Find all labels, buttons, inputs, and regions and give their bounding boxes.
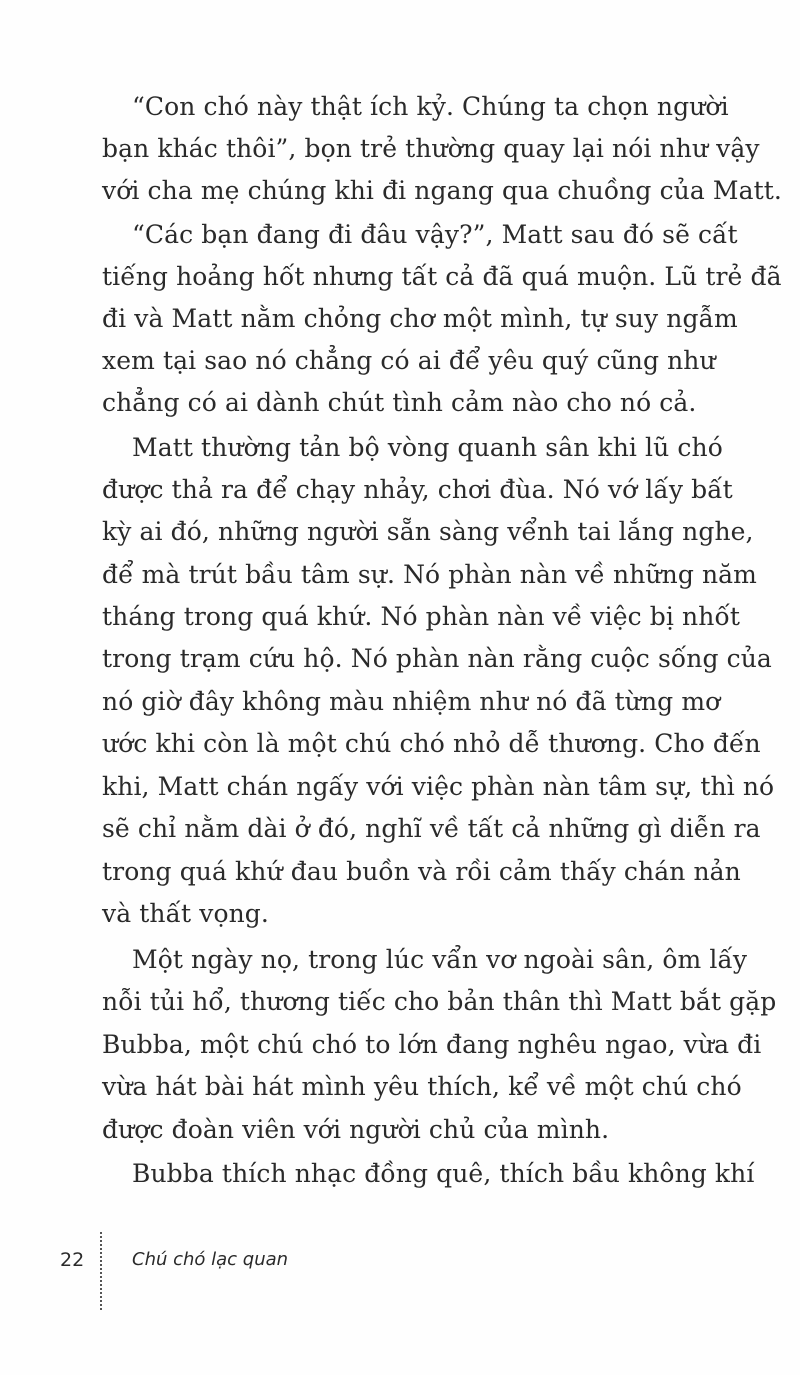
text-line: với cha mẹ chúng khi đi ngang qua chuồng của Matt. bbox=[102, 176, 782, 205]
text-line: sẽ chỉ nằm dài ở đó, nghĩ về tất cả những gì diễn ra bbox=[102, 814, 761, 843]
running-footer-title: Chú chó lạc quan bbox=[132, 1249, 289, 1270]
footer-divider bbox=[100, 1232, 102, 1310]
text-line: Bubba, một chú chó to lớn đang nghêu ngao, vừa đi bbox=[102, 1030, 762, 1059]
text-line: kỳ ai đó, những người sẵn sàng vểnh tai lắng nghe, bbox=[102, 517, 754, 546]
text-line: xem tại sao nó chẳng có ai để yêu quý cũng như bbox=[102, 346, 716, 375]
text-line: trong trạm cứu hộ. Nó phàn nàn rằng cuộc sống của bbox=[102, 644, 772, 673]
text-line: vừa hát bài hát mình yêu thích, kể về một chú chó bbox=[102, 1072, 742, 1101]
text-line: Matt thường tản bộ vòng quanh sân khi lũ chó bbox=[132, 433, 723, 462]
text-line: Bubba thích nhạc đồng quê, thích bầu không khí bbox=[132, 1159, 755, 1188]
page-number: 22 bbox=[60, 1249, 85, 1271]
text-line: khi, Matt chán ngấy với việc phàn nàn tâm sự, thì nó bbox=[102, 772, 775, 801]
text-line: và thất vọng. bbox=[102, 899, 269, 928]
text-line: “Con chó này thật ích kỷ. Chúng ta chọn người bbox=[132, 92, 729, 121]
text-line: nỗi tủi hổ, thương tiếc cho bản thân thì Matt bắt gặp bbox=[102, 987, 777, 1016]
text-line: tiếng hoảng hốt nhưng tất cả đã quá muộn. Lũ trẻ đã bbox=[102, 262, 782, 291]
text-line: được đoàn viên với người chủ của mình. bbox=[102, 1115, 610, 1144]
text-line: đi và Matt nằm chỏng chơ một mình, tự suy ngẫm bbox=[102, 304, 738, 333]
text-line: được thả ra để chạy nhảy, chơi đùa. Nó vớ lấy bất bbox=[102, 475, 733, 504]
text-line: chẳng có ai dành chút tình cảm nào cho nó cả. bbox=[102, 388, 697, 417]
text-line: tháng trong quá khứ. Nó phàn nàn về việc bị nhốt bbox=[102, 602, 740, 631]
text-line: Một ngày nọ, trong lúc vẩn vơ ngoài sân, ôm lấy bbox=[132, 945, 748, 974]
text-line: trong quá khứ đau buồn và rồi cảm thấy chán nản bbox=[102, 857, 741, 886]
text-line: bạn khác thôi”, bọn trẻ thường quay lại nói như vậy bbox=[102, 134, 760, 163]
text-line: để mà trút bầu tâm sự. Nó phàn nàn về những năm bbox=[102, 560, 757, 589]
text-line: ước khi còn là một chú chó nhỏ dễ thương. Cho đến bbox=[102, 729, 761, 758]
text-line: nó giờ đây không màu nhiệm như nó đã từng mơ bbox=[102, 687, 721, 716]
text-line: “Các bạn đang đi đâu vậy?”, Matt sau đó sẽ cất bbox=[132, 220, 738, 249]
